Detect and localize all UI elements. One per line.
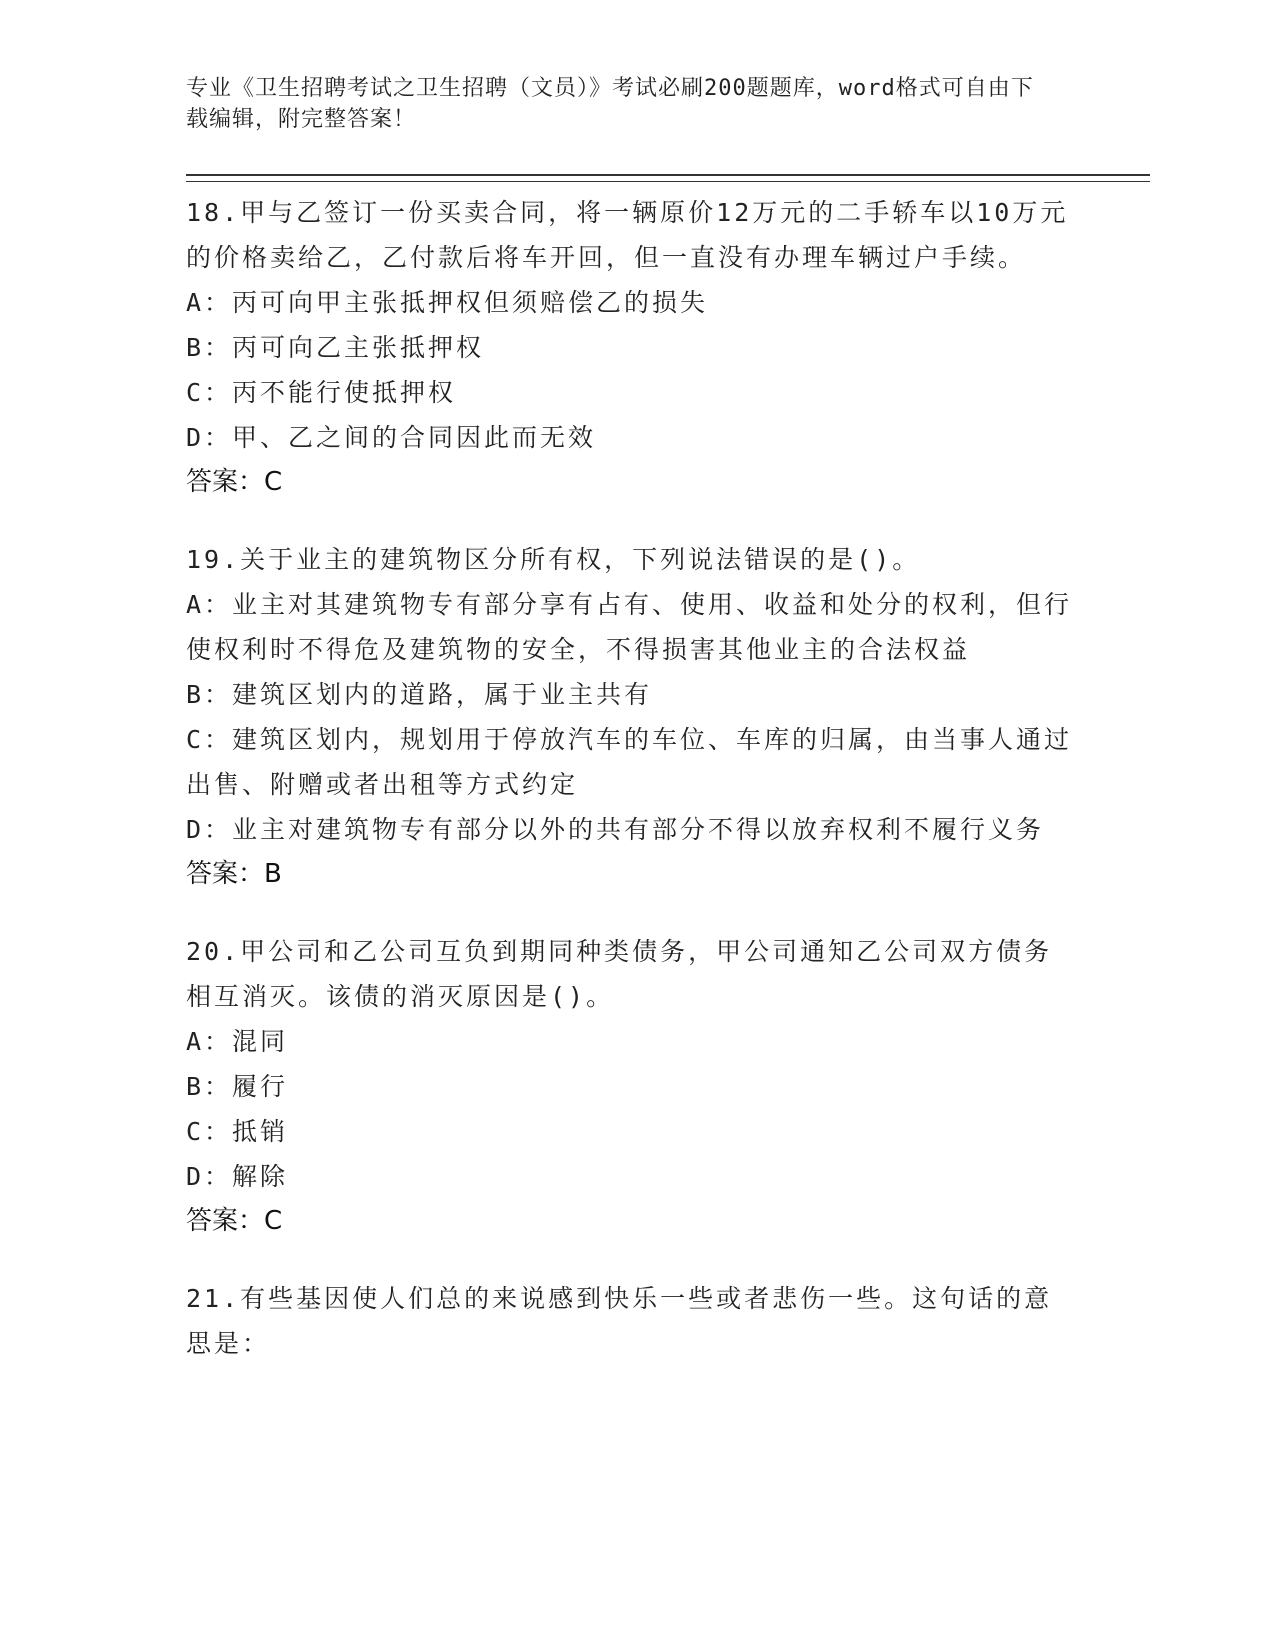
option-c: C：丙不能行使抵押权 [186,378,457,407]
option-c: C：建筑区划内，规划用于停放汽车的车位、车库的归属，由当事人通过出售、附赠或者出租等方式约定 [186,725,1073,799]
option-b: B：履行 [186,1072,289,1101]
option-a: A：混同 [186,1027,289,1056]
answer-line: 答案：B [186,859,282,889]
option-c: C：抵销 [186,1117,289,1146]
option-a: A：业主对其建筑物专有部分享有占有、使用、收益和处分的权利，但行使权利时不得危及建筑物的安全，不得损害其他业主的合法权益 [186,590,1073,664]
option-d: D：解除 [186,1162,289,1191]
option-a: A：丙可向甲主张抵押权但须赔偿乙的损失 [186,288,709,317]
question-stem: 21.有些基因使人们总的来说感到快乐一些或者悲伤一些。这句话的意思是： [186,1284,1053,1358]
answer-line: 答案：C [186,467,283,497]
question-stem: 18.甲与乙签订一份买卖合同，将一辆原价12万元的二手轿车以10万元的价格卖给乙，乙付款后将车开回，但一直没有办理车辆过户手续。 [186,198,1069,272]
option-d: D：甲、乙之间的合同因此而无效 [186,423,597,452]
option-b: B：建筑区划内的道路，属于业主共有 [186,680,653,709]
question-20 [186,929,1076,1244]
question-21 [186,1276,1076,1366]
option-d: D：业主对建筑物专有部分以外的共有部分不得以放弃权利不履行义务 [186,815,1045,844]
header-divider-thick [186,174,1150,176]
question-stem: 19.关于业主的建筑物区分所有权，下列说法错误的是()。 [186,545,921,574]
question-stem: 20.甲公司和乙公司互负到期同种类债务，甲公司通知乙公司双方债务相互消灭。该债的消灭原因是()。 [186,937,1053,1011]
question-18 [186,190,1076,505]
question-19 [186,537,1076,897]
page-header: 专业《卫生招聘考试之卫生招聘（文员）》考试必刷200题题库，word格式可自由下载编辑，附完整答案！ [186,76,1034,132]
question-list [186,190,1076,1398]
header-divider-thin [186,181,1150,182]
answer-line: 答案：C [186,1206,283,1236]
option-b: B：丙可向乙主张抵押权 [186,333,485,362]
